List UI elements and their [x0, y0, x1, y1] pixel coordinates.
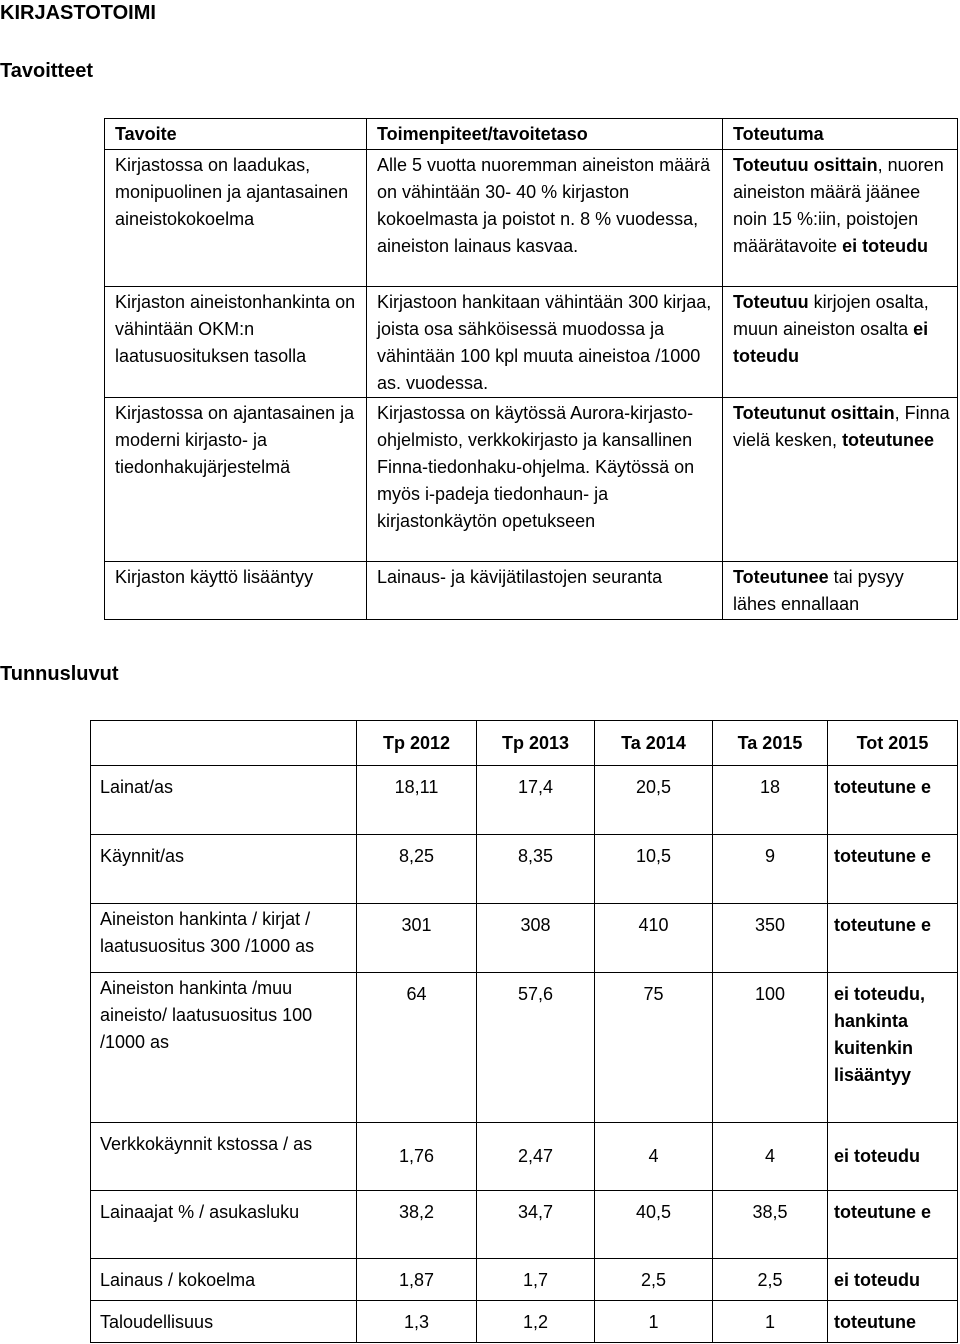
metrics-row	[91, 904, 958, 973]
metric-label: Lainat/as	[91, 766, 357, 835]
metric-value: 40,5	[595, 1191, 713, 1259]
metric-value: 8,35	[477, 835, 595, 904]
metric-label: Aineiston hankinta /muu aineisto/ laatusuositus 100 /1000 as	[91, 973, 357, 1123]
metric-label: Verkkokäynnit kstossa / as	[91, 1123, 357, 1191]
metric-value: 1,87	[357, 1259, 477, 1301]
goal-cell: Kirjastossa on ajantasainen ja moderni kirjasto- ja tiedonhakujärjestelmä	[105, 398, 367, 562]
metrics-row	[91, 766, 958, 835]
header-blank	[91, 721, 357, 766]
metric-value: 8,25	[357, 835, 477, 904]
metric-value: 10,5	[595, 835, 713, 904]
metric-label: Lainaajat % / asukasluku	[91, 1191, 357, 1259]
goals-row	[105, 287, 958, 398]
metric-value: 1,7	[477, 1259, 595, 1301]
result-cell: Toteutuu kirjojen osalta, muun aineiston osalta ei toteudu	[723, 287, 958, 398]
measures-cell: Kirjastossa on käytössä Aurora-kirjasto-ohjelmisto, verkkokirjasto ja kansallinen Finna-tiedonhaku-ohjelma. Käytössä on myös i-padeja tiedonhaun- ja kirjastonkäytön opetukseen	[367, 398, 723, 562]
metric-value: 64	[357, 973, 477, 1123]
metrics-row	[91, 1123, 958, 1191]
metric-value: 57,6	[477, 973, 595, 1123]
section-heading-metrics: Tunnusluvut	[0, 663, 119, 685]
header-goal: Tavoite	[105, 119, 367, 150]
result-cell: Toteutunee tai pysyy lähes ennallaan	[723, 562, 958, 620]
metric-result: ei toteudu	[828, 1123, 958, 1191]
metric-result: toteutune e	[828, 835, 958, 904]
metric-value: 38,2	[357, 1191, 477, 1259]
metric-value: 2,5	[595, 1259, 713, 1301]
header-tp2012: Tp 2012	[357, 721, 477, 766]
metric-value: 2,47	[477, 1123, 595, 1191]
goal-cell: Kirjaston aineistonhankinta on vähintään OKM:n laatusuosituksen tasolla	[105, 287, 367, 398]
metrics-table	[90, 720, 958, 1343]
metric-result: toteutune e	[828, 904, 958, 973]
metric-value: 350	[713, 904, 828, 973]
header-result: Toteutuma	[723, 119, 958, 150]
goals-row	[105, 562, 958, 620]
metric-label: Aineiston hankinta / kirjat / laatusuositus 300 /1000 as	[91, 904, 357, 973]
metrics-row	[91, 1301, 958, 1343]
goals-row	[105, 398, 958, 562]
metric-value: 17,4	[477, 766, 595, 835]
metrics-row	[91, 1259, 958, 1301]
metric-value: 100	[713, 973, 828, 1123]
header-ta2015: Ta 2015	[713, 721, 828, 766]
section-heading-goals: Tavoitteet	[0, 60, 93, 82]
metric-value: 1,76	[357, 1123, 477, 1191]
metric-value: 34,7	[477, 1191, 595, 1259]
metric-label: Lainaus / kokoelma	[91, 1259, 357, 1301]
metric-result: toteutune e	[828, 1191, 958, 1259]
metrics-row	[91, 835, 958, 904]
metric-value: 1,2	[477, 1301, 595, 1343]
metrics-row	[91, 1191, 958, 1259]
header-measures: Toimenpiteet/tavoitetaso	[367, 119, 723, 150]
metrics-header-row	[91, 721, 958, 766]
measures-cell: Kirjastoon hankitaan vähintään 300 kirjaa, joista osa sähköisessä muodossa ja vähintään 100 kpl muuta aineistoa /1000 as. vuodessa.	[367, 287, 723, 398]
goal-cell: Kirjastossa on laadukas, monipuolinen ja ajantasainen aineistokokoelma	[105, 150, 367, 287]
metric-value: 75	[595, 973, 713, 1123]
header-tot2015: Tot 2015	[828, 721, 958, 766]
metric-value: 1	[595, 1301, 713, 1343]
metric-result: ei toteudu	[828, 1259, 958, 1301]
metric-label: Taloudellisuus	[91, 1301, 357, 1343]
metric-value: 9	[713, 835, 828, 904]
measures-cell: Alle 5 vuotta nuoremman aineiston määrä on vähintään 30- 40 % kirjaston kokoelmasta ja poistot n. 8 % vuodessa, aineiston lainaus kasvaa.	[367, 150, 723, 287]
metric-value: 20,5	[595, 766, 713, 835]
metric-value: 1,3	[357, 1301, 477, 1343]
metric-value: 301	[357, 904, 477, 973]
metric-value: 4	[713, 1123, 828, 1191]
metric-result: toteutune e	[828, 766, 958, 835]
metric-value: 308	[477, 904, 595, 973]
metric-value: 410	[595, 904, 713, 973]
result-cell: Toteutunut osittain, Finna vielä kesken, toteutunee	[723, 398, 958, 562]
measures-cell: Lainaus- ja kävijätilastojen seuranta	[367, 562, 723, 620]
header-tp2013: Tp 2013	[477, 721, 595, 766]
metric-value: 38,5	[713, 1191, 828, 1259]
result-cell: Toteutuu osittain, nuoren aineiston määrä jäänee noin 15 %:iin, poistojen määrätavoite ei toteudu	[723, 150, 958, 287]
goals-table	[104, 118, 958, 620]
metrics-row	[91, 973, 958, 1123]
metric-value: 2,5	[713, 1259, 828, 1301]
metric-value: 1	[713, 1301, 828, 1343]
metric-value: 4	[595, 1123, 713, 1191]
metric-result: toteutune	[828, 1301, 958, 1343]
metric-result: ei toteudu, hankinta kuitenkin lisääntyy	[828, 973, 958, 1123]
goals-row	[105, 150, 958, 287]
goals-header-row	[105, 119, 958, 150]
page-title: KIRJASTOTOIMI	[0, 2, 156, 24]
metric-value: 18	[713, 766, 828, 835]
metric-label: Käynnit/as	[91, 835, 357, 904]
header-ta2014: Ta 2014	[595, 721, 713, 766]
goal-cell: Kirjaston käyttö lisääntyy	[105, 562, 367, 620]
metric-value: 18,11	[357, 766, 477, 835]
